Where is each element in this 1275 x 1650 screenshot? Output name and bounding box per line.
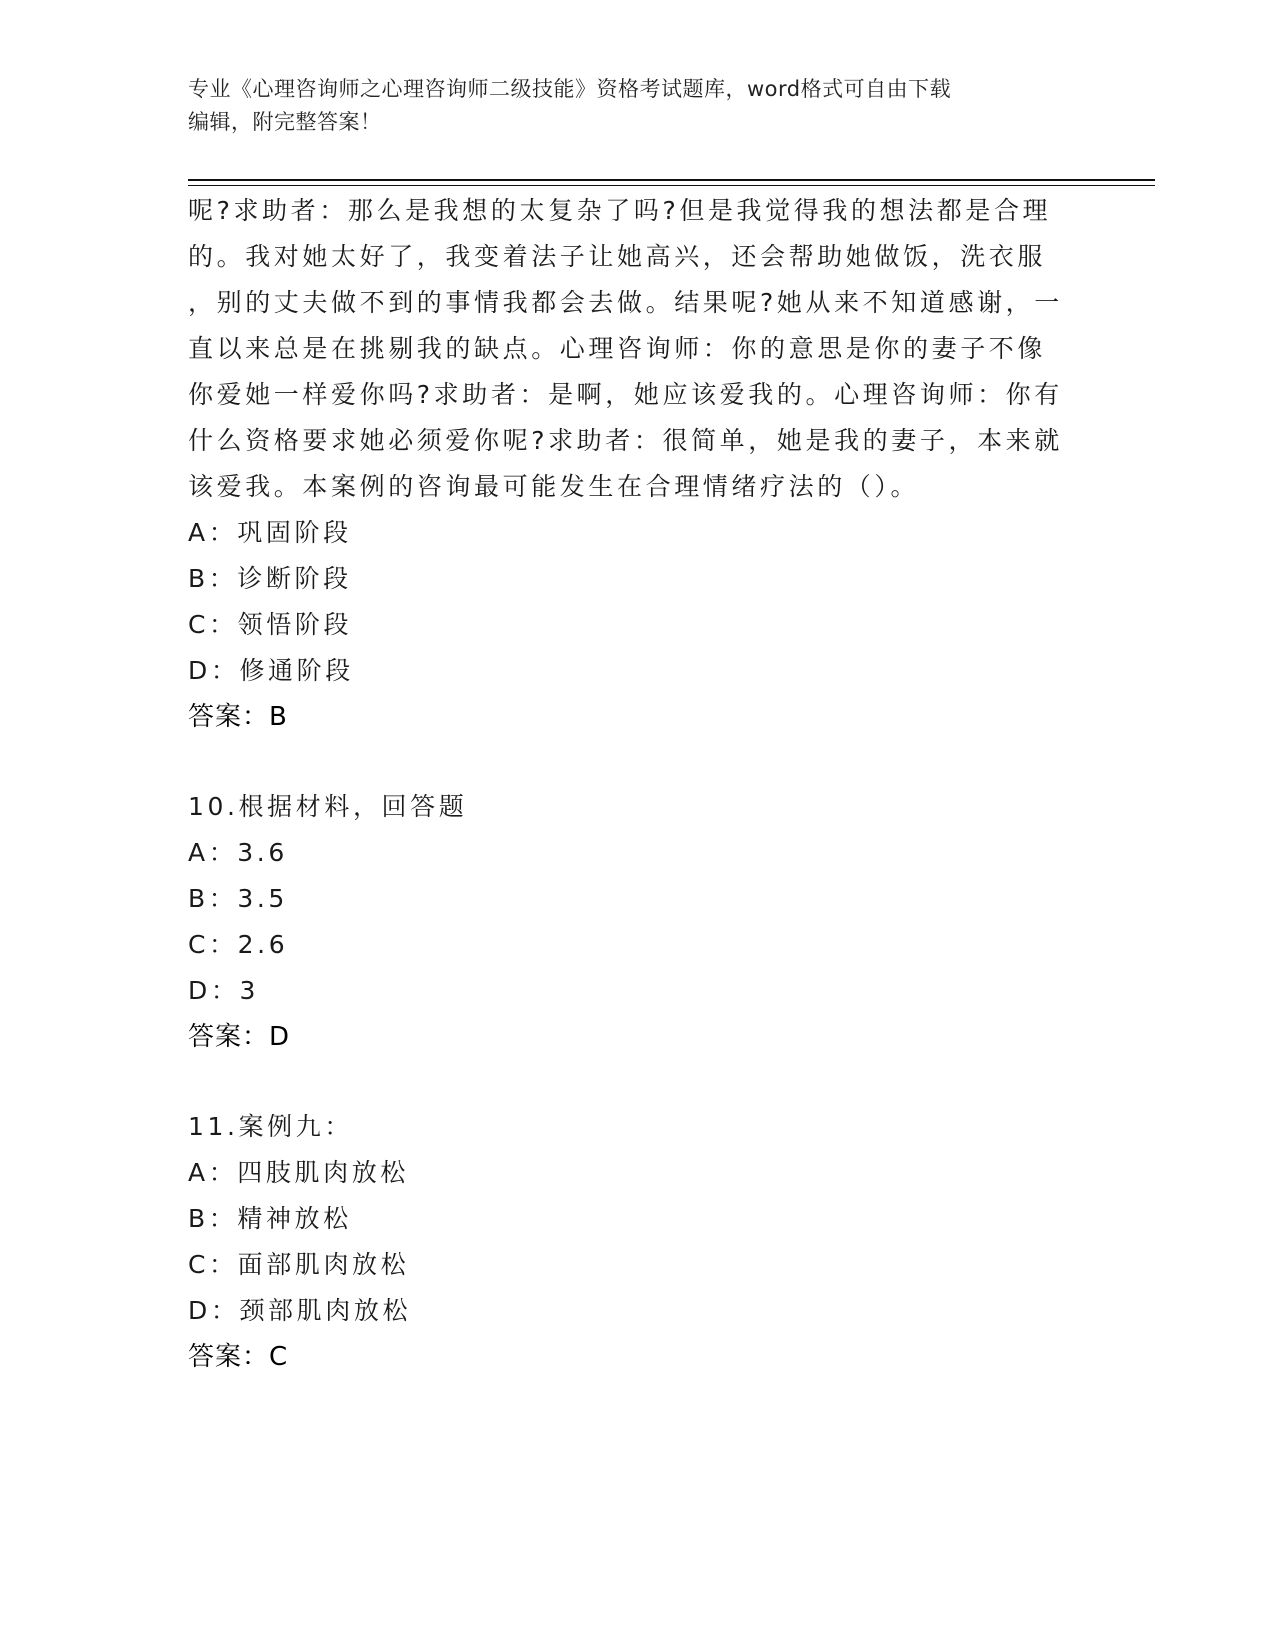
question-stem-line: ，别的丈夫做不到的事情我都会去做。结果呢?她从来不知道感谢，一 <box>188 288 1063 317</box>
question-stem-line: 的。我对她太好了，我变着法子让她高兴，还会帮助她做饭，洗衣服 <box>188 242 1047 271</box>
question-9 <box>188 188 1078 740</box>
answer-line: 答案：B <box>188 702 288 732</box>
question-stem: 10.根据材料，回答题 <box>188 792 468 821</box>
option-d: D：颈部肌肉放松 <box>188 1296 412 1325</box>
question-11 <box>188 1104 1078 1380</box>
answer-line: 答案：D <box>188 1022 291 1052</box>
option-a: A：四肢肌肉放松 <box>188 1158 409 1187</box>
document-header <box>188 73 1088 139</box>
spacer <box>188 1060 1078 1104</box>
answer-line: 答案：C <box>188 1342 289 1372</box>
option-d: D：3 <box>188 976 259 1005</box>
header-line-1: 专业《心理咨询师之心理咨询师二级技能》资格考试题库，word格式可自由下载 <box>188 77 952 101</box>
question-content <box>188 188 1078 1380</box>
question-10 <box>188 784 1078 1060</box>
option-d: D：修通阶段 <box>188 656 354 685</box>
header-rule-thin <box>188 185 1155 186</box>
header-line-2: 编辑，附完整答案！ <box>188 110 382 134</box>
option-b: B：3.5 <box>188 884 288 913</box>
question-stem-line: 你爱她一样爱你吗?求助者：是啊，她应该爱我的。心理咨询师：你有 <box>188 380 1063 409</box>
option-b: B：精神放松 <box>188 1204 352 1233</box>
option-c: C：2.6 <box>188 930 289 959</box>
question-stem-line: 该爱我。本案例的咨询最可能发生在合理情绪疗法的（）。 <box>188 472 920 501</box>
option-c: C：领悟阶段 <box>188 610 353 639</box>
question-stem-line: 什么资格要求她必须爱你呢?求助者：很简单，她是我的妻子，本来就 <box>188 426 1063 455</box>
header-rule-thick <box>188 179 1155 181</box>
option-a: A：3.6 <box>188 838 288 867</box>
question-stem-line: 呢?求助者：那么是我想的太复杂了吗?但是我觉得我的想法都是合理 <box>188 196 1052 225</box>
option-b: B：诊断阶段 <box>188 564 352 593</box>
option-c: C：面部肌肉放松 <box>188 1250 410 1279</box>
option-a: A：巩固阶段 <box>188 518 352 547</box>
spacer <box>188 740 1078 784</box>
question-stem: 11.案例九： <box>188 1112 353 1141</box>
question-stem-line: 直以来总是在挑剔我的缺点。心理咨询师：你的意思是你的妻子不像 <box>188 334 1047 363</box>
